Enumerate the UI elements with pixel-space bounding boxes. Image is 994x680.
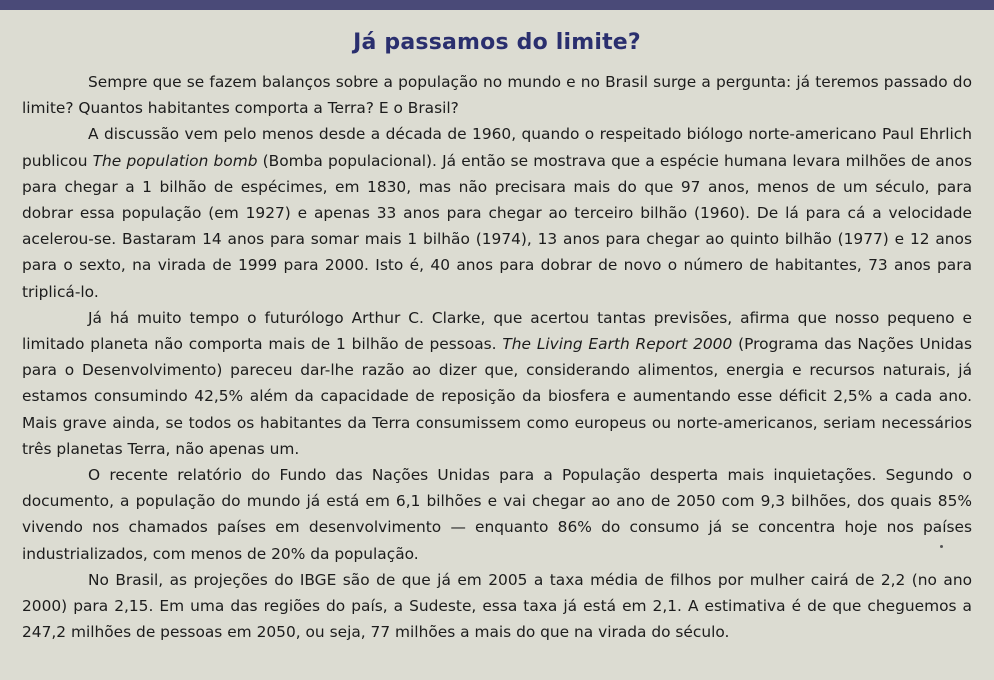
paragraph bbox=[22, 462, 972, 567]
paragraph-text: Já há muito tempo o futurólogo Arthur C. Clarke, que acertou tantas previsões, afirma que nosso pequeno e limitado planeta não comporta mais de 1 bilhão de pessoas. bbox=[22, 308, 972, 354]
paragraph-text: (Bomba populacional). Já então se mostrava que a espécie humana levara milhões de anos para chegar a 1 bilhão de espécimes, em 1830, mas não precisara mais do que 97 anos, menos de um século, para dobrar essa população (em 1927) e apenas 33 anos para chegar ao terceiro bilhão (1960). De lá para cá a velocidade acelerou-se. Bastaram 14 anos para somar mais 1 bilhão (1974), 13 anos para chegar ao quinto bilhão (1977) e 12 anos para o sexto, na virada de 1999 para 2000. Isto é, 40 anos para dobrar de novo o número de habitantes, 73 anos para triplicá-lo. bbox=[22, 151, 972, 301]
article bbox=[10, 12, 982, 672]
italic-title-text: The population bomb bbox=[92, 151, 258, 170]
print-speck bbox=[940, 545, 943, 548]
article-body bbox=[22, 69, 972, 645]
paragraph bbox=[22, 305, 972, 462]
italic-title-text: The Living Earth Report 2000 bbox=[502, 335, 733, 354]
paragraph-text: (Programa das Nações Unidas para o Desenvolvimento) pareceu dar-lhe razão ao dizer que, considerando alimentos, energia e recursos naturais, já estamos consumindo 42,5% além da capacidade de reposição da biosfera e aumentando esse déficit 2,5% a cada ano. Mais grave ainda, se todos os habitantes da Terra consumissem como europeus ou norte-americanos, seriam necessários três planetas Terra, não apenas um. bbox=[22, 335, 972, 458]
paragraph bbox=[22, 69, 972, 121]
article-title: Já passamos do limite? bbox=[353, 30, 641, 55]
top-color-bar bbox=[0, 0, 994, 10]
paragraph-text: No Brasil, as projeções do IBGE são de que já em 2005 a taxa média de filhos por mulher cairá de 2,2 (no ano 2000) para 2,15. Em uma das regiões do país, a Sudeste, essa taxa já está em 2,1. A estimativa é de que cheguemos a 247,2 milhões de pessoas em 2050, ou seja, 77 milhões a mais do que na virada do século. bbox=[22, 570, 972, 642]
paragraph bbox=[22, 567, 972, 646]
paragraph-text: O recente relatório do Fundo das Nações Unidas para a População desperta mais inquietações. Segundo o documento, a população do mundo já está em 6,1 bilhões e vai chegar ao ano de 2050 com 9,3 bilhões, dos quais 85% vivendo nos chamados países em desenvolvimento — enquanto 86% do consumo já se concentra hoje nos países industrializados, com menos de 20% da população. bbox=[22, 466, 972, 563]
paragraph bbox=[22, 121, 972, 304]
paragraph-text: A discussão vem pelo menos desde a década de 1960, quando o respeitado biólogo norte-americano Paul Ehrlich publicou bbox=[22, 125, 972, 170]
paragraph-text: Sempre que se fazem balanços sobre a população no mundo e no Brasil surge a pergunta: já teremos passado do limite? Quantos habitantes comporta a Terra? E o Brasil? bbox=[22, 73, 972, 118]
